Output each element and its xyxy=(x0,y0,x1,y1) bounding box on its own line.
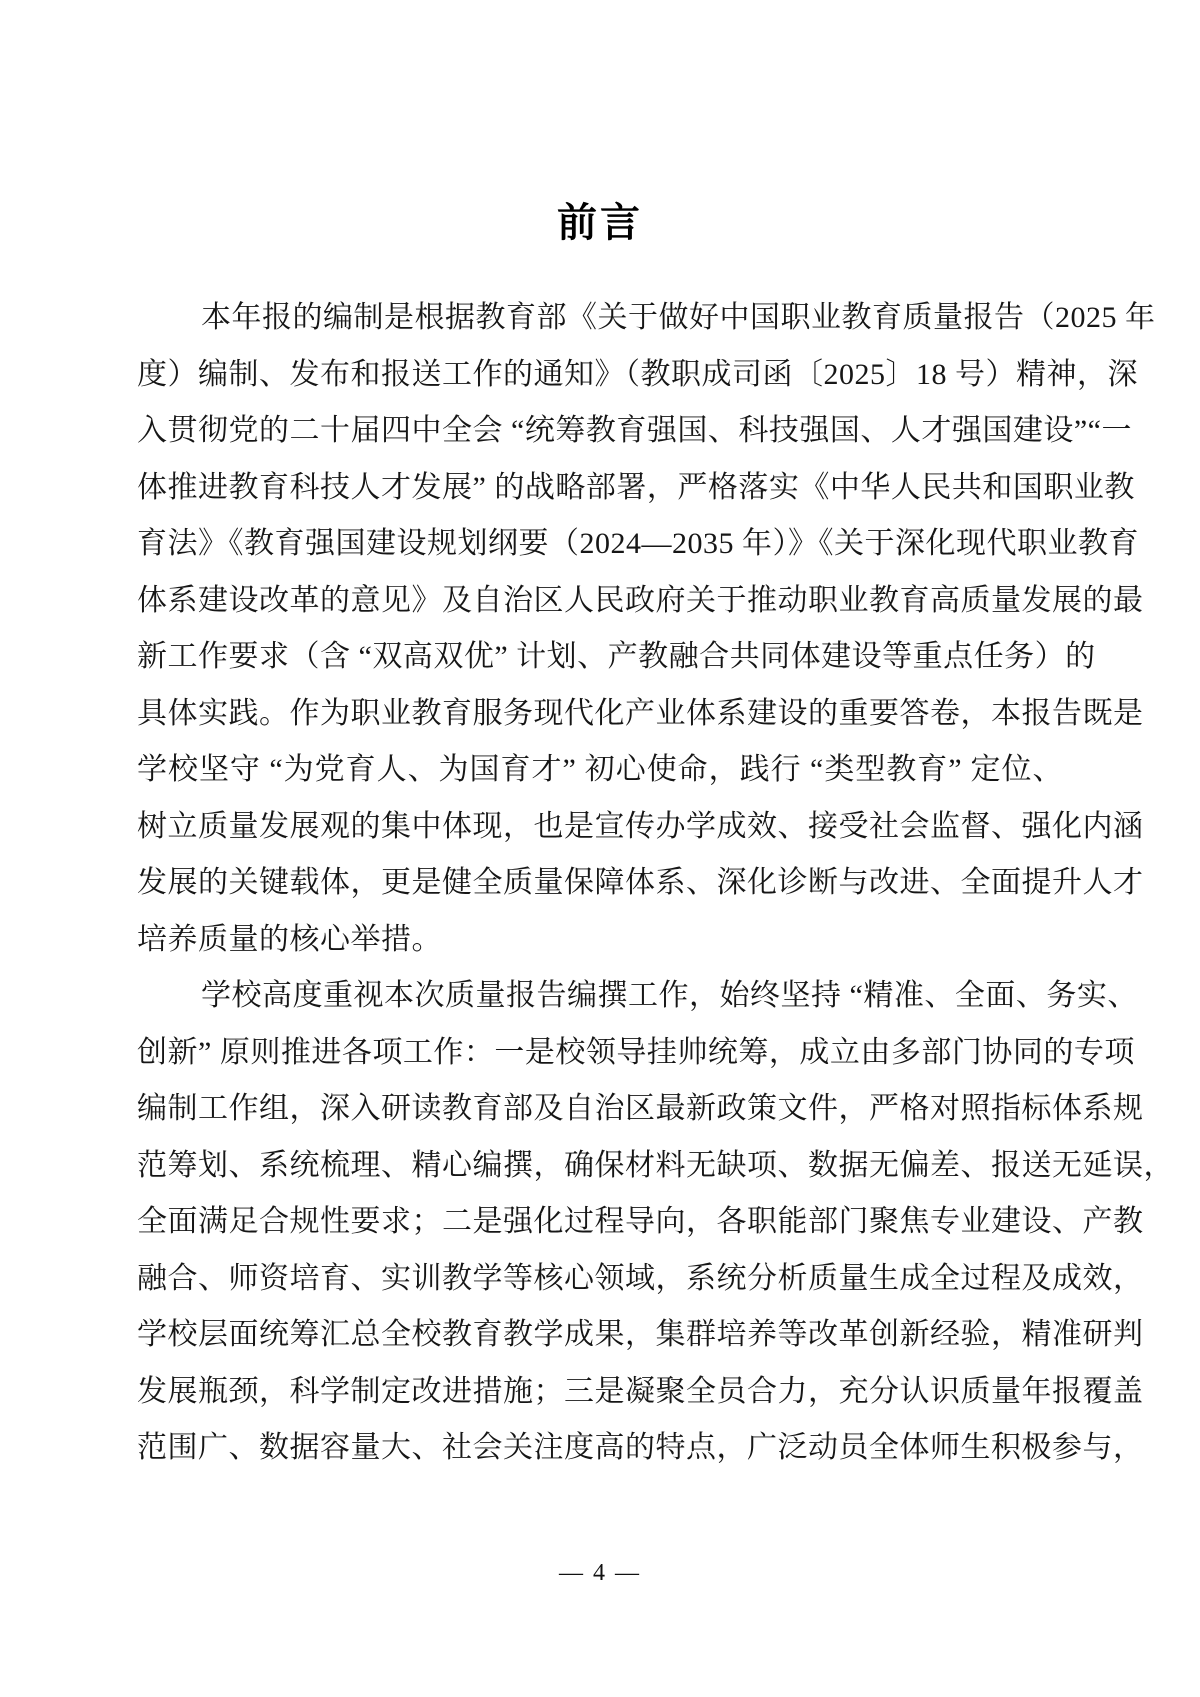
text-line: 具体实践。作为职业教育服务现代化产业体系建设的重要答卷，本报告既是 xyxy=(137,696,1144,730)
text-line: 学校层面统筹汇总全校教育教学成果，集群培养等改革创新经验，精准研判 xyxy=(137,1318,1144,1351)
text-line: 范围广、数据容量大、社会关注度高的特点，广泛动员全体师生积极参与， xyxy=(137,1431,1144,1464)
text-line: 体推进教育科技人才发展” 的战略部署，严格落实《中华人民共和国职业教 xyxy=(137,470,1135,504)
text-line: 学校高度重视本次质量报告编撰工作，始终坚持 “精准、全面、务实、 xyxy=(201,979,1138,1012)
text-line: 全面满足合规性要求；二是强化过程导向，各职能部门聚焦专业建设、产教 xyxy=(137,1205,1144,1238)
page-title: 前言 xyxy=(557,199,643,246)
text-line: 本年报的编制是根据教育部《关于做好中国职业教育质量报告（2025 年 xyxy=(201,301,1156,334)
page-number: — 4 — xyxy=(559,1560,641,1586)
text-line: 发展瓶颈，科学制定改进措施；三是凝聚全员合力，充分认识质量年报覆盖 xyxy=(137,1374,1144,1408)
text-line: 育法》《教育强国建设规划纲要（2024—2035 年）》《关于深化现代职业教育 xyxy=(137,527,1139,560)
text-line: 培养质量的核心举措。 xyxy=(137,922,442,956)
text-line: 融合、师资培育、实训教学等核心领域，系统分析质量生成全过程及成效， xyxy=(137,1261,1144,1295)
document-body xyxy=(137,290,1174,1477)
text-line: 树立质量发展观的集中体现，也是宣传办学成效、接受社会监督、强化内涵 xyxy=(137,809,1144,843)
text-line: 编制工作组，深入研读教育部及自治区最新政策文件，严格对照指标体系规 xyxy=(137,1092,1144,1125)
paragraph xyxy=(137,290,1156,968)
text-line: 发展的关键载体，更是健全质量保障体系、深化诊断与改进、全面提升人才 xyxy=(137,866,1144,899)
paragraph xyxy=(137,968,1174,1477)
text-line: 学校坚守 “为党育人、为国育才” 初心使命，践行 “类型教育” 定位、 xyxy=(137,753,1063,786)
page-footer xyxy=(0,1560,1200,1587)
text-line: 体系建设改革的意见》及自治区人民政府关于推动职业教育高质量发展的最 xyxy=(137,583,1144,617)
text-line: 入贯彻党的二十届四中全会 “统筹教育强国、科技强国、人才强国建设”“一 xyxy=(137,414,1132,447)
text-line: 新工作要求（含 “双高双优” 计划、产教融合共同体建设等重点任务）的 xyxy=(137,640,1096,673)
text-line: 创新” 原则推进各项工作：一是校领导挂帅统筹，成立由多部门协同的专项 xyxy=(137,1035,1135,1069)
text-line: 范筹划、系统梳理、精心编撰，确保材料无缺项、数据无偏差、报送无延误， xyxy=(137,1148,1174,1182)
text-line: 度）编制、发布和报送工作的通知》（教职成司函〔2025〕18 号）精神，深 xyxy=(137,357,1138,391)
